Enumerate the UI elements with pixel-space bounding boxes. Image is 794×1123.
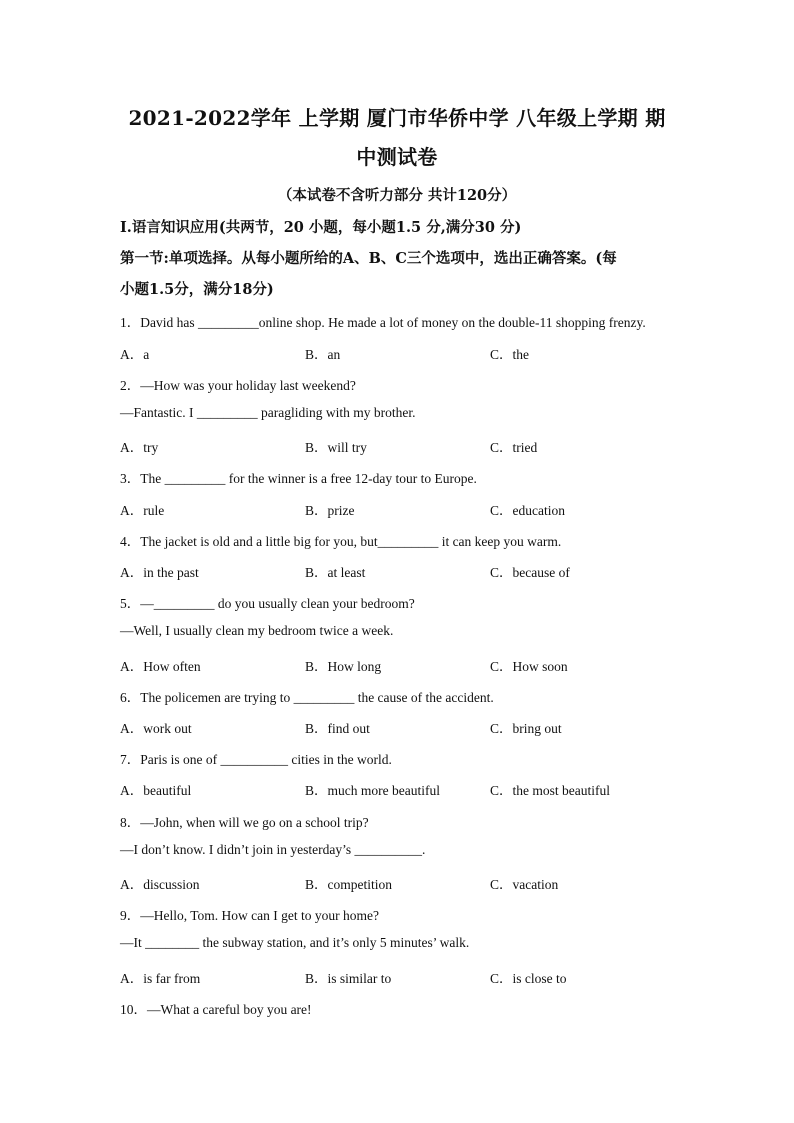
question-8-option-a: A．discussion — [120, 877, 200, 892]
question-10-stem: 10．—What a careful boy you are! — [120, 1002, 312, 1017]
question-4-stem: 4．The jacket is old and a little big for you, but_________ it can keep you warm. — [120, 534, 562, 549]
question-8-stem: 8．—John, when will we go on a school trip? — [120, 815, 369, 830]
question-4-option-a: A．in the past — [120, 565, 199, 580]
question-5-option-b: B．How long — [305, 659, 382, 674]
exam-title-line2: 中测试卷 — [356, 145, 438, 169]
question-9-option-a: A．is far from — [120, 971, 201, 986]
question-2-option-a: A．try — [120, 440, 159, 455]
question-3-option-a: A．rule — [120, 503, 165, 518]
question-8-option-b: B．competition — [305, 877, 392, 892]
question-2-stem: 2．—How was your holiday last weekend? — [120, 378, 356, 393]
question-2-option-c: C．tried — [490, 440, 538, 455]
question-9-option-b: B．is similar to — [305, 971, 392, 986]
question-6-stem: 6．The policemen are trying to _________ the cause of the accident. — [120, 690, 494, 705]
question-5-option-a: A．How often — [120, 659, 201, 674]
question-4-option-b: B．at least — [305, 565, 366, 580]
section-heading-2-line1: 第一节:单项选择。从每小题所给的A、B、C三个选项中，选出正确答案。(每 — [120, 250, 617, 267]
question-6-option-c: C．bring out — [490, 721, 562, 736]
question-3-option-c: C．education — [490, 503, 565, 518]
section-heading-1: I.语言知识应用(共两节，20 小题，每小题1.5 分,满分30 分) — [120, 219, 522, 236]
question-3-stem: 3．The _________ for the winner is a free 12-day tour to Europe. — [120, 471, 477, 486]
question-1-stem: 1．David has _________online shop. He made a lot of money on the double-11 shopping frenzy. — [120, 315, 646, 330]
question-7-option-b: B．much more beautiful — [305, 783, 440, 798]
question-5-option-c: C．How soon — [490, 659, 568, 674]
question-6-option-a: A．work out — [120, 721, 192, 736]
question-1-option-c: C．the — [490, 347, 529, 362]
question-1-option-a: A．a — [120, 347, 150, 362]
question-9-stem-reply: —It ________ the subway station, and it’s only 5 minutes’ walk. — [120, 935, 470, 950]
exam-title-line1: 2021-2022学年 上学期 厦门市华侨中学 八年级上学期 期 — [128, 106, 666, 130]
question-2-option-b: B．will try — [305, 440, 367, 455]
question-8-stem-reply: —I don’t know. I didn’t join in yesterday’s __________. — [120, 842, 426, 857]
section-heading-2-line2: 小题1.5分，满分18分) — [120, 281, 274, 298]
question-8-option-c: C．vacation — [490, 877, 559, 892]
question-5-stem-reply: —Well, I usually clean my bedroom twice a week. — [120, 623, 394, 638]
question-6-option-b: B．find out — [305, 721, 370, 736]
question-7-option-a: A．beautiful — [120, 783, 192, 798]
question-5-stem: 5．—_________ do you usually clean your bedroom? — [120, 596, 415, 611]
exam-subtitle: （本试卷不含听力部分 共计120分） — [277, 187, 517, 204]
question-2-stem-reply: —Fantastic. I _________ paragliding with my brother. — [120, 405, 416, 420]
question-9-stem: 9．—Hello, Tom. How can I get to your home? — [120, 908, 380, 923]
question-9-option-c: C．is close to — [490, 971, 567, 986]
question-4-option-c: C．because of — [490, 565, 570, 580]
question-3-option-b: B．prize — [305, 503, 355, 518]
question-1-option-b: B．an — [305, 347, 341, 362]
question-7-stem: 7．Paris is one of __________ cities in the world. — [120, 752, 392, 767]
question-7-option-c: C．the most beautiful — [490, 783, 610, 798]
